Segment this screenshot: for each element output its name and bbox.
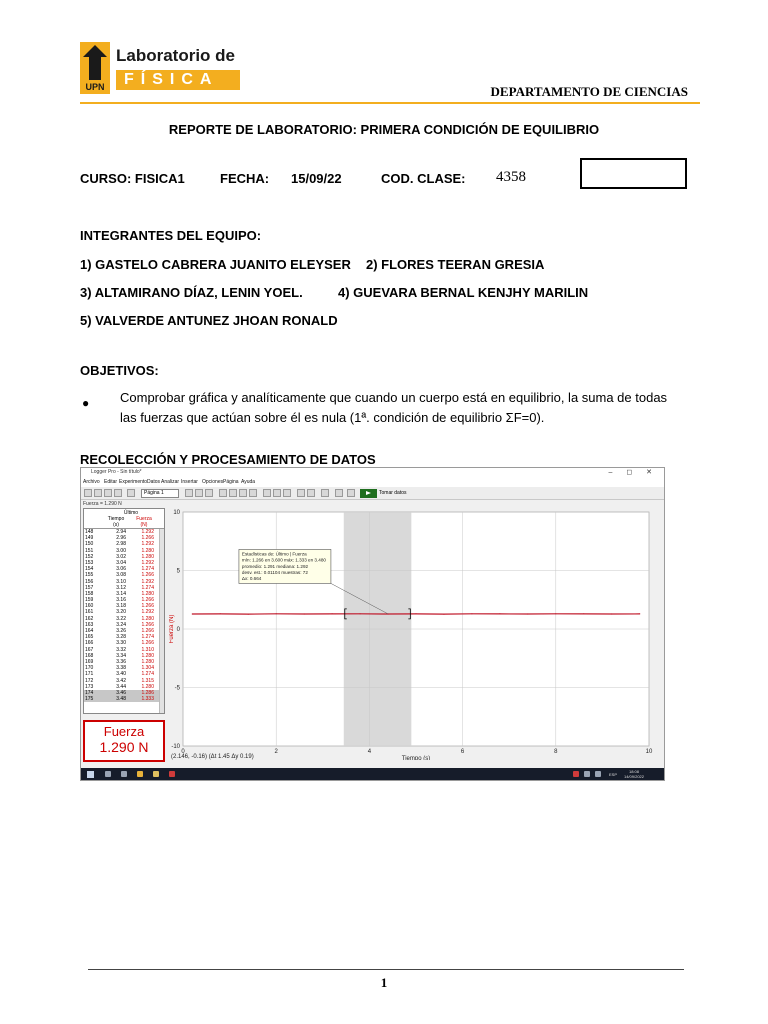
integral-icon[interactable] (273, 489, 281, 497)
row-number: 148 (85, 529, 94, 535)
force-cell: 1.333 (141, 696, 154, 703)
objectives-heading: OBJETIVOS: (80, 363, 159, 378)
time-cell: 3.26 (116, 628, 126, 634)
force-cell: 1.266 (141, 597, 154, 604)
row-number: 155 (85, 572, 94, 579)
team-heading: INTEGRANTES DEL EQUIPO: (80, 228, 262, 243)
x-axis-label: Tiempo (s) (401, 756, 431, 760)
force-data-point (304, 613, 305, 614)
force-cell: 1.292 (141, 541, 154, 548)
time-cell: 2.94 (116, 529, 126, 535)
force-cell: 1.280 (141, 547, 154, 554)
statistics-line: mín: 1.266 en 3.600 máx: 1.333 en 3.480 (241, 557, 326, 563)
time-cell: 3.30 (116, 640, 126, 647)
row-number: 154 (85, 566, 94, 573)
force-data-point (443, 614, 444, 615)
statistics-line: desv. est.: 0.01104 muestras: 72 (241, 570, 308, 576)
class-code-label: COD. CLASE: (381, 171, 466, 186)
force-data-point (248, 614, 249, 615)
time-cell: 3.42 (116, 677, 126, 684)
menu-item[interactable]: Ayuda (241, 479, 256, 485)
clock-time: 18:08 (628, 769, 639, 774)
window-controls[interactable]: – ◻ ✕ (608, 469, 658, 476)
print-icon[interactable] (114, 489, 122, 497)
force-cell: 1.274 (141, 634, 154, 641)
row-number: 167 (85, 646, 94, 653)
collect-button[interactable] (360, 489, 377, 498)
force-column-unit: (N) (140, 522, 148, 528)
search-icon[interactable] (105, 771, 111, 777)
data-section-heading: RECOLECCIÓN Y PROCESAMIENTO DE DATOS (80, 452, 376, 467)
force-cell: 1.266 (141, 535, 154, 542)
department-name: DEPARTAMENTO DE CIENCIAS (490, 84, 688, 99)
time-cell: 3.34 (116, 652, 126, 659)
menu-item[interactable]: Analizar (161, 479, 180, 485)
row-number: 165 (85, 634, 94, 641)
menu-item[interactable]: Insertar (181, 479, 198, 485)
row-number: 160 (85, 603, 94, 610)
language-indicator[interactable]: ESP (609, 772, 618, 777)
clock-date: 14/09/2022 (623, 774, 644, 779)
row-number: 173 (85, 683, 94, 690)
report-title: REPORTE DE LABORATORIO: PRIMERA CONDICIÓN DE EQUILIBRIO (168, 122, 600, 137)
examine-icon[interactable] (249, 489, 257, 497)
force-data-point (583, 613, 584, 614)
collect-label: Tomar datos (379, 490, 407, 496)
y-axis-label: Fuerza (N) (169, 614, 175, 644)
upn-logo (80, 42, 240, 94)
row-number: 153 (85, 559, 94, 566)
time-cell: 3.48 (116, 696, 126, 703)
time-cell: 3.06 (116, 566, 126, 573)
time-cell: 3.24 (116, 621, 126, 628)
time-cell: 3.36 (116, 658, 126, 665)
time-cell: 3.12 (116, 584, 126, 591)
menu-item[interactable]: Experimento (119, 479, 148, 485)
force-cell: 1.292 (141, 609, 154, 616)
windows-taskbar (81, 768, 664, 781)
row-number: 164 (85, 628, 94, 634)
date-value: 15/09/22 (291, 171, 342, 186)
time-column-header (102, 516, 130, 528)
force-data-point (276, 613, 277, 614)
time-cell: 3.46 (116, 689, 126, 696)
zoom-in-icon[interactable] (229, 489, 237, 497)
table-row[interactable] (84, 696, 164, 702)
force-cell: 1.292 (141, 559, 154, 566)
time-cell: 3.16 (116, 597, 126, 604)
row-number: 158 (85, 590, 94, 597)
data-table-header (84, 509, 164, 529)
force-data-point (499, 613, 500, 614)
time-cell: 3.44 (116, 683, 126, 690)
row-number: 171 (85, 671, 94, 678)
force-cell: 1.266 (141, 621, 154, 628)
row-number: 175 (85, 696, 94, 703)
meter-label: Fuerza (103, 724, 145, 739)
force-cell: 1.286 (141, 689, 154, 696)
time-cell: 3.38 (116, 665, 126, 672)
force-data-point (415, 613, 416, 614)
time-cell: 3.32 (116, 646, 126, 653)
cursor-readout: (2.146, -0.16) (Δt 1.45 Δy 0.19) (171, 754, 254, 760)
team-member: 4) GUEVARA BERNAL KENJHY MARILIN (338, 285, 589, 300)
statistics-icon[interactable] (283, 489, 291, 497)
open-file-icon[interactable] (94, 489, 102, 497)
logger-pro-screenshot (80, 467, 665, 781)
force-column-name: Fuerza (136, 516, 152, 522)
menu-item[interactable]: Archivo (83, 479, 100, 485)
statistics-line: Δx: 0.664 (241, 576, 262, 582)
objective-text: Comprobar gráfica y analíticamente que cuando un cuerpo está en equilibrio, la suma de todas las fuerzas que actúan sobre él es nula (1ª. condición de equilibrio ΣF=0). (120, 390, 668, 425)
y-tick-label: -5 (174, 685, 180, 692)
network-tray-icon[interactable] (584, 771, 590, 777)
y-tick-label: 10 (173, 510, 180, 516)
time-cell: 3.04 (116, 559, 126, 566)
logger-pro-taskbar-icon[interactable] (169, 771, 175, 777)
row-number: 149 (85, 535, 94, 542)
force-data-point (639, 613, 640, 614)
row-number: 159 (85, 597, 94, 604)
header-divider (80, 102, 700, 104)
folder-icon[interactable] (153, 771, 159, 777)
model-icon[interactable] (321, 489, 329, 497)
autoscale-icon[interactable] (219, 489, 227, 497)
taskbar-clock[interactable] (624, 769, 644, 779)
table-scrollbar[interactable] (159, 529, 164, 713)
time-cell: 3.08 (116, 572, 126, 579)
force-cell: 1.292 (141, 529, 154, 535)
force-data-point (555, 613, 556, 614)
force-data-point (192, 613, 193, 614)
x-tick-label: 10 (645, 749, 653, 755)
menu-item[interactable]: Página (223, 479, 239, 485)
force-cell: 1.280 (141, 615, 154, 622)
force-data-point (611, 613, 612, 614)
team-member: 2) FLORES TEERAN GRESIA (366, 257, 545, 272)
force-column-header (130, 516, 158, 528)
force-cell: 1.266 (141, 628, 154, 634)
page-number: 1 (380, 975, 388, 990)
menu-item[interactable]: Opciones (202, 479, 224, 485)
zoom-out-icon[interactable] (239, 489, 247, 497)
app-menu-bar (81, 478, 664, 487)
browser-icon[interactable] (137, 771, 143, 777)
force-cell: 1.280 (141, 658, 154, 665)
time-cell: 3.20 (116, 609, 126, 616)
time-cell: 3.00 (116, 547, 126, 554)
statistics-line: promedio: 1.291 mediana: 1.292 (241, 563, 309, 569)
statistics-line: Estadísticas de: Último | Fuerza (241, 551, 307, 557)
table-icon[interactable] (185, 489, 193, 497)
date-label: FECHA: (220, 171, 270, 186)
time-cell: 3.40 (116, 671, 126, 678)
team-member: 3) ALTAMIRANO DÍAZ, LENIN YOEL. (80, 285, 303, 300)
page-select[interactable]: Página 1 (141, 489, 179, 498)
time-cell: 3.10 (116, 578, 126, 585)
team-member: 5) VALVERDE ANTUNEZ JHOAN RONALD (80, 313, 338, 328)
x-tick-label: 0 (181, 749, 185, 755)
menu-item[interactable]: Datos (147, 479, 161, 485)
menu-item[interactable]: Editar (104, 479, 118, 485)
sensor-tab[interactable]: Fuerza = 1.290 N (83, 501, 122, 507)
logo-subtitle: FÍSICA (124, 71, 219, 88)
row-number: 168 (85, 652, 94, 659)
time-cell: 3.22 (116, 615, 126, 622)
grade-box (580, 158, 687, 189)
row-number: 157 (85, 584, 94, 591)
time-cell: 3.14 (116, 590, 126, 597)
logo-title: Laboratorio de (116, 46, 236, 65)
data-table[interactable] (83, 508, 165, 714)
footer-rule (88, 969, 684, 970)
y-tick-label: 5 (176, 568, 180, 575)
y-tick-label: 0 (176, 627, 180, 633)
row-number: 170 (85, 665, 94, 672)
stopwatch-icon[interactable] (335, 489, 343, 497)
x-tick-label: 4 (367, 749, 372, 755)
force-cell: 1.292 (141, 578, 154, 585)
save-icon[interactable] (104, 489, 112, 497)
time-cell: 2.98 (116, 541, 126, 548)
row-number: 166 (85, 640, 94, 647)
bullet-icon: ● (82, 396, 90, 410)
graph-icon[interactable] (195, 489, 203, 497)
time-cell: 2.96 (116, 535, 126, 542)
force-cell: 1.310 (141, 646, 154, 653)
x-tick-label: 8 (554, 749, 558, 755)
row-number: 161 (85, 609, 94, 616)
data-table-body (84, 529, 164, 702)
force-cell: 1.280 (141, 683, 154, 690)
app-title-bar (81, 468, 664, 478)
row-number: 169 (85, 658, 94, 665)
dataset-name: Último (123, 510, 139, 516)
row-number: 162 (85, 615, 94, 622)
force-data-point (359, 613, 360, 614)
class-code-value: 4358 (496, 169, 526, 185)
force-cell: 1.274 (141, 671, 154, 678)
app-toolbar (81, 487, 664, 500)
task-view-icon[interactable] (121, 771, 127, 777)
force-cell: 1.266 (141, 572, 154, 579)
app-window-title: Logger Pro - Sin título* (91, 469, 142, 475)
x-tick-label: 6 (460, 749, 465, 755)
antivirus-tray-icon[interactable] (573, 771, 579, 777)
time-cell: 3.28 (116, 634, 126, 641)
row-number: 174 (85, 689, 94, 696)
force-cell: 1.304 (141, 665, 154, 672)
team-member: 1) GASTELO CABRERA JUANITO ELEYSER (80, 257, 351, 272)
page-back-icon[interactable] (127, 489, 135, 497)
windows-start-icon[interactable] (87, 771, 94, 778)
row-number: 151 (85, 547, 94, 554)
time-cell: 3.18 (116, 603, 126, 610)
force-cell: 1.315 (141, 677, 154, 684)
force-cell: 1.280 (141, 652, 154, 659)
row-number: 172 (85, 677, 94, 684)
row-number: 150 (85, 541, 94, 548)
force-data-point (332, 613, 333, 614)
meter-icon[interactable] (205, 489, 213, 497)
linear-fit-icon[interactable] (297, 489, 305, 497)
meter-value: 1.290 N (99, 739, 149, 755)
force-cell: 1.266 (141, 603, 154, 610)
new-file-icon[interactable] (84, 489, 92, 497)
logo-mark-text: UPN (85, 82, 105, 92)
x-tick-label: 2 (274, 749, 278, 755)
force-time-graph[interactable] (169, 506, 663, 760)
row-number: 156 (85, 578, 94, 585)
zero-icon[interactable] (347, 489, 355, 497)
force-cell: 1.280 (141, 590, 154, 597)
volume-tray-icon[interactable] (595, 771, 601, 777)
force-data-point (220, 613, 221, 614)
tangent-icon[interactable] (263, 489, 271, 497)
force-cell: 1.280 (141, 553, 154, 560)
force-cell: 1.274 (141, 584, 154, 591)
curve-fit-icon[interactable] (307, 489, 315, 497)
force-cell: 1.266 (141, 640, 154, 647)
upn-logo-icon (80, 42, 110, 94)
course-label: CURSO: FISICA1 (80, 171, 185, 186)
force-data-point (527, 613, 528, 614)
force-cell: 1.274 (141, 566, 154, 573)
row-number: 163 (85, 621, 94, 628)
force-data-point (471, 613, 472, 614)
y-tick-label: -10 (171, 744, 180, 750)
time-column-name: Tiempo (107, 516, 125, 522)
force-meter (83, 720, 165, 762)
time-cell: 3.02 (116, 553, 126, 560)
time-column-unit: (s) (113, 522, 119, 528)
row-number: 152 (85, 553, 94, 560)
